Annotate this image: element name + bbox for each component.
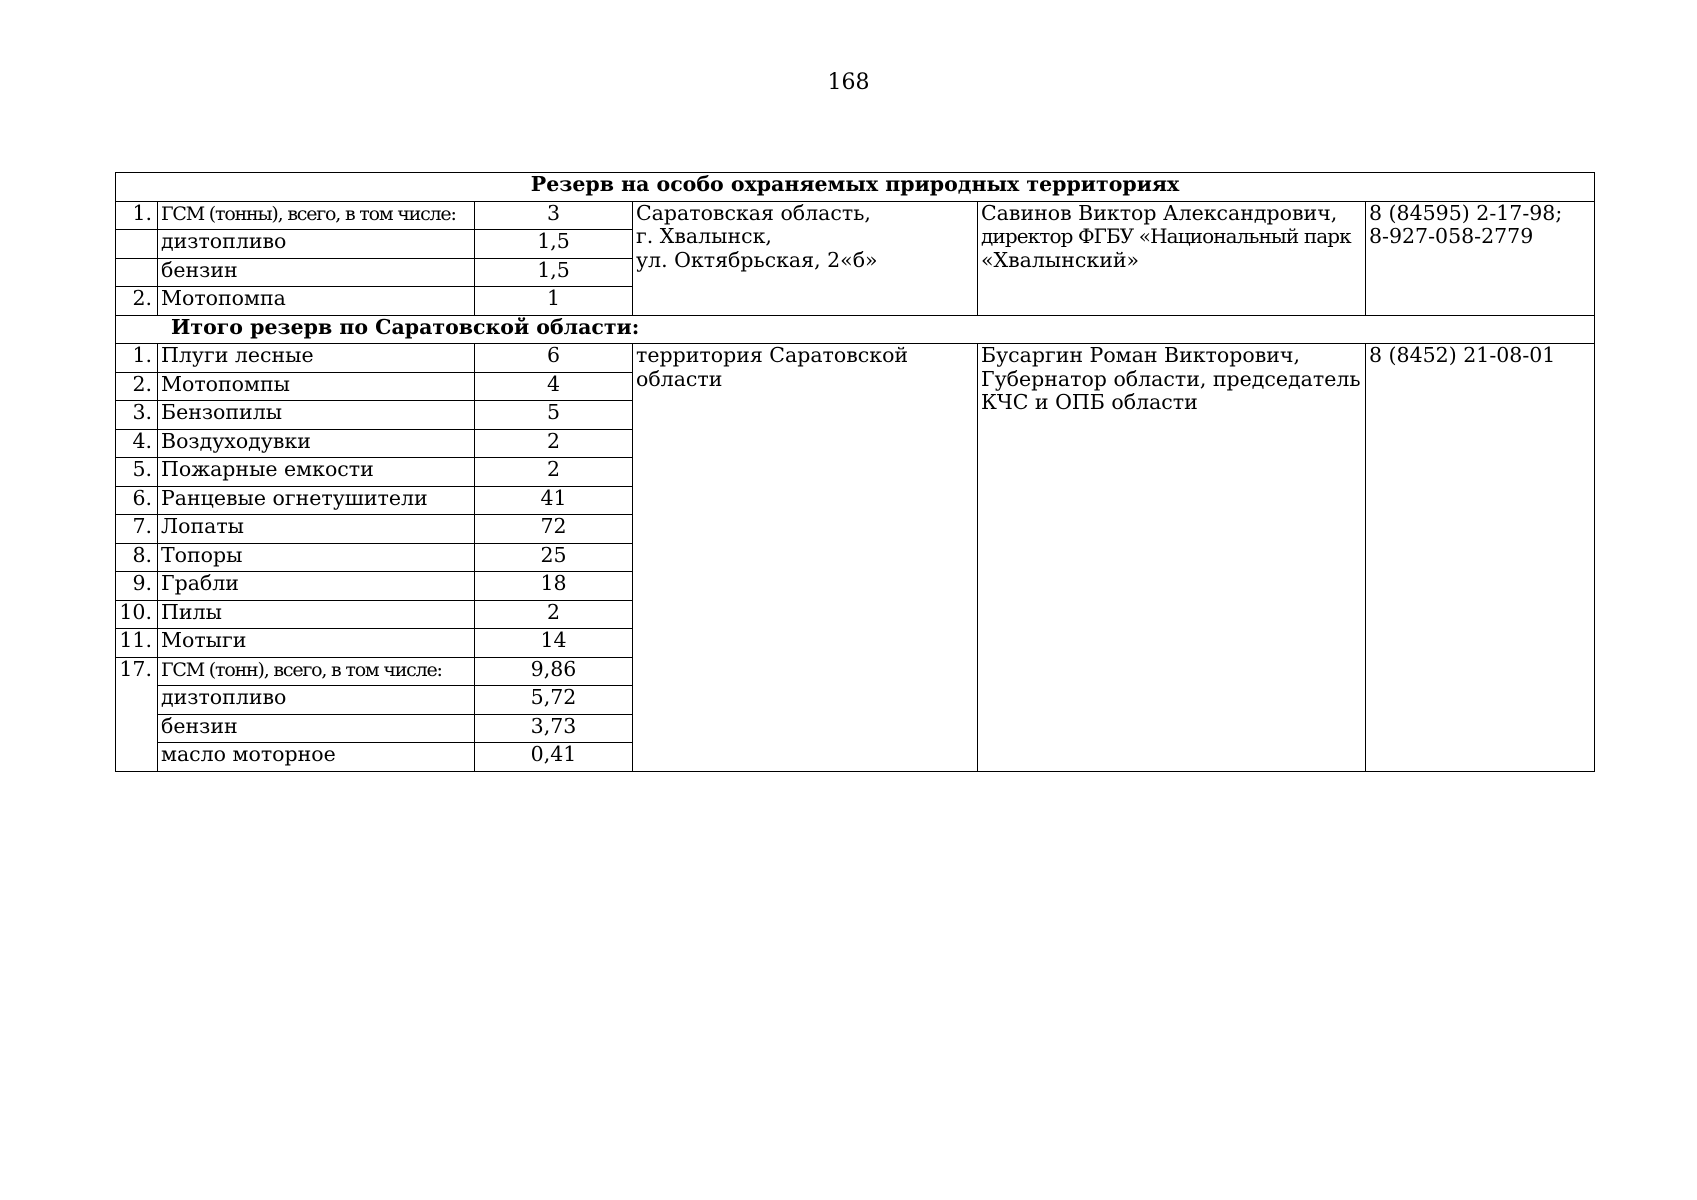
section-header-row — [116, 315, 1595, 344]
row-number — [116, 686, 158, 715]
item-name: бензин — [158, 714, 475, 743]
item-name: Плуги лесные — [158, 344, 475, 373]
item-name: Мотопомпы — [158, 372, 475, 401]
responsible-line: «Хвалынский» — [981, 247, 1140, 272]
row-number — [116, 230, 158, 259]
item-name: Грабли — [158, 572, 475, 601]
location-line: Саратовская область, — [636, 201, 871, 225]
responsible-line: директор ФГБУ «Национальный парк — [981, 224, 1351, 249]
row-number: 17. — [116, 657, 158, 686]
row-number: 11. — [116, 629, 158, 658]
row-number: 5. — [116, 458, 158, 487]
item-quantity: 9,86 — [475, 657, 633, 686]
item-quantity: 1,5 — [475, 258, 633, 287]
row-number — [116, 714, 158, 743]
item-quantity: 5,72 — [475, 686, 633, 715]
item-name: ГСМ (тонны), всего, в том числе: — [158, 201, 475, 230]
phone-line: 8-927-058-2779 — [1369, 224, 1534, 249]
item-quantity: 0,41 — [475, 743, 633, 772]
item-quantity: 2 — [475, 429, 633, 458]
row-number: 2. — [116, 287, 158, 316]
page-number: 168 — [827, 70, 870, 95]
item-quantity: 72 — [475, 515, 633, 544]
item-name: Пожарные емкости — [158, 458, 475, 487]
item-quantity: 5 — [475, 401, 633, 430]
item-quantity: 18 — [475, 572, 633, 601]
item-name: масло моторное — [158, 743, 475, 772]
location-line: ул. Октябрьская, 2«б» — [636, 247, 878, 272]
item-quantity: 14 — [475, 629, 633, 658]
item-quantity: 41 — [475, 486, 633, 515]
responsible-cell: Бусаргин Роман Викторович, Губернатор области, председатель КЧС и ОПБ области — [978, 344, 1366, 772]
item-name: Воздуходувки — [158, 429, 475, 458]
item-name: дизтопливо — [158, 686, 475, 715]
row-number: 8. — [116, 543, 158, 572]
item-quantity: 2 — [475, 600, 633, 629]
phone-cell: 8 (8452) 21-08-01 — [1366, 344, 1595, 772]
location-cell: территория Саратовской области — [633, 344, 978, 772]
table-row — [116, 201, 1595, 230]
section-title: Итого резерв по Саратовской области: — [116, 315, 1595, 344]
responsible-cell — [978, 201, 1366, 315]
phone-cell — [1366, 201, 1595, 315]
item-name: Топоры — [158, 543, 475, 572]
row-number: 2. — [116, 372, 158, 401]
row-number: 9. — [116, 572, 158, 601]
table-row — [116, 344, 1595, 373]
item-name: Мотыги — [158, 629, 475, 658]
item-quantity: 1,5 — [475, 230, 633, 259]
row-number: 1. — [116, 344, 158, 373]
section-header-row — [116, 173, 1595, 202]
item-name: Ранцевые огнетушители — [158, 486, 475, 515]
section-title: Резерв на особо охраняемых природных территориях — [116, 173, 1595, 202]
item-name: Мотопомпа — [158, 287, 475, 316]
phone-line: 8 (84595) 2-17-98; — [1369, 201, 1563, 225]
row-number: 10. — [116, 600, 158, 629]
row-number: 6. — [116, 486, 158, 515]
item-name: дизтопливо — [158, 230, 475, 259]
item-quantity: 3 — [475, 201, 633, 230]
location-cell — [633, 201, 978, 315]
row-number: 4. — [116, 429, 158, 458]
item-quantity: 25 — [475, 543, 633, 572]
location-line: г. Хвалынск, — [636, 224, 772, 249]
row-number: 3. — [116, 401, 158, 430]
item-quantity: 6 — [475, 344, 633, 373]
item-name: бензин — [158, 258, 475, 287]
item-name: Лопаты — [158, 515, 475, 544]
row-number: 1. — [116, 201, 158, 230]
item-name: Пилы — [158, 600, 475, 629]
responsible-line: Савинов Виктор Александрович, — [981, 201, 1338, 225]
item-name: ГСМ (тонн), всего, в том числе: — [158, 657, 475, 686]
row-number — [116, 258, 158, 287]
item-quantity: 1 — [475, 287, 633, 316]
item-quantity: 4 — [475, 372, 633, 401]
item-quantity: 3,73 — [475, 714, 633, 743]
item-name: Бензопилы — [158, 401, 475, 430]
item-quantity: 2 — [475, 458, 633, 487]
row-number — [116, 743, 158, 772]
row-number: 7. — [116, 515, 158, 544]
reserve-table — [115, 172, 1595, 772]
